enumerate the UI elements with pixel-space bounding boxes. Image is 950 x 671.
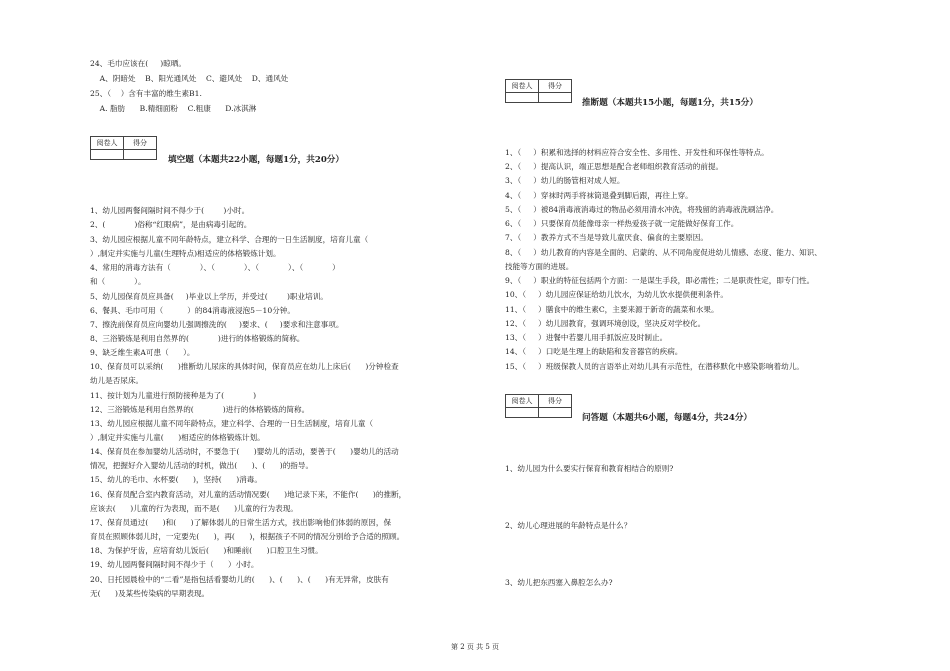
fill-item: 3、幼儿园应根据儿童不同年龄特点，建立科学、合理的一日生活制度，培育儿童（ [90, 235, 369, 244]
fill-item: 和（ ）。 [90, 277, 146, 286]
judgment-item: 15、（ ）班级保教人员的言语举止对幼儿具有示范性，在潜移默化中感染影响着幼儿。 [505, 362, 804, 371]
qa-question: 3、幼儿把东西塞入鼻腔怎么办? [505, 578, 613, 587]
score-box-judgment [505, 79, 572, 93]
judgment-item: 11、（ ）膳食中的维生素C，主要来源于新奇的蔬菜和水果。 [505, 305, 719, 314]
fill-item: 9、缺乏维生素A可患（ ）。 [90, 348, 195, 357]
fill-item: ）,制定并实施与儿童(生理特点)相适应的体格锻炼计划。 [90, 249, 281, 258]
fill-item: 10、保育员可以采纳( )推断幼儿尿床的具体时间，保育员应在幼儿上床后( )分钟检查 [90, 362, 399, 371]
score-box-qa [505, 394, 572, 408]
section-title-judgment: 推断题（本题共15小题，每题1分，共15分） [582, 98, 758, 108]
fill-item: 4、常用的消毒方法有（ ）、（ ）、（ ）、（ ） [90, 263, 340, 272]
score-box-fill-blank-row [90, 149, 157, 160]
judgment-item: 4、（ ）穿袜时两手将袜筒退叠到脚后跟，再往上穿。 [505, 191, 693, 200]
fill-item: 16、保育员配合室内教育活动，对儿童的活动情况要( )地记录下来，不能作( )的推断， [90, 490, 407, 499]
section-title-fill-blank: 填空题（本题共22小题，每题1分，共20分） [168, 155, 344, 165]
judgment-item: 2、（ ）提高认识，端正思想是配合老师组织教育活动的前提。 [505, 162, 724, 171]
judgment-item: 7、（ ）教养方式不当是导致儿童厌食、偏食的主要原因。 [505, 233, 708, 242]
score-box-qa-blank-row [505, 407, 572, 418]
score-label: 得分 [538, 395, 571, 407]
section-title-qa: 问答题（本题共6小题，每题4分，共24分） [582, 413, 753, 423]
fill-item: 育员在照顾体弱儿时，一定要先( )，再( )，根据孩子不同的情况分别给予合适的照顾。 [90, 532, 405, 541]
fill-item: 无( )及某些传染病的早期表现。 [90, 589, 210, 598]
score-box-judgment-blank-row [505, 92, 572, 103]
fill-item: 20、日托园晨检中的“二看”是指包括看婴幼儿的( )、( )、( )有无异常，皮肤有 [90, 575, 389, 584]
fill-item: ）,制定并实施与儿童( )相适应的体格锻炼计划。 [90, 433, 265, 442]
qa-question: 2、幼儿心理进展的年龄特点是什么？ [505, 521, 632, 530]
judgment-item: 6、（ ）只要保育员能像母亲一样热爱孩子就一定能做好保育工作。 [505, 219, 739, 228]
fill-item: 5、幼儿园保育员应具备( )毕业以上学历，并受过( )职业培训。 [90, 292, 328, 301]
fill-item: 2、( )俗称“红眼病”，是由病毒引起的。 [90, 220, 252, 229]
judgment-item: 5、（ ）被84消毒液消毒过的物品必须用清水冲洗，将残留的消毒液洗刷洁净。 [505, 205, 779, 214]
mc-options-25: A. 脂肪 B.精细面粉 C.粗康 D.冰淇淋 [90, 104, 257, 113]
judgment-item: 1、（ ）积累和选择的材料应符合安全性、多用性、开发性和环保性等特点。 [505, 148, 769, 157]
fill-item: 6、餐具、毛巾可用（ ）的84消毒液浸泡5－10分钟。 [90, 306, 295, 315]
judgment-item: 12、（ ）幼儿园教育，强调环境创设，坚决反对学校化。 [505, 319, 706, 328]
score-label: 得分 [538, 80, 571, 92]
grader-label: 阅卷人 [96, 139, 118, 147]
fill-item: 情况，把握好介入婴幼儿活动的时机，做出( )、( )的指导。 [90, 461, 314, 470]
mc-question-24: 24、毛巾应该在( )晾晒。 [90, 59, 186, 68]
fill-item: 应该去( )儿童的行为表现，而不是( )儿童的行为表现。 [90, 504, 298, 513]
judgment-item: 3、（ ）幼儿的肠管相对成人短。 [505, 176, 625, 185]
score-box-fill [90, 136, 157, 150]
fill-item: 8、三浴锻炼是利用自然界的( )进行的体格锻炼的简称。 [90, 334, 305, 343]
fill-item: 12、三浴锻炼是利用自然界的( )进行的体格锻炼的简称。 [90, 405, 310, 414]
grader-label: 阅卷人 [511, 82, 533, 90]
judgment-item: 技能等方面的进展。 [505, 262, 574, 271]
judgment-item: 9、（ ）职业的特征包括两个方面：一是谋生手段，即必需性；二是职责性定，即专门性。 [505, 276, 815, 285]
page-footer: 第 2 页 共 5 页 [450, 643, 500, 651]
mc-question-25: 25、（ ）含有丰富的维生素B1. [90, 89, 202, 98]
judgment-item: 10、（ ）幼儿园应保证给幼儿饮水，为幼儿饮水提供便利条件。 [505, 290, 728, 299]
qa-question: 1、幼儿园为什么要实行保育和教育相结合的原则? [505, 464, 674, 473]
judgment-item: 14、（ ）口吃是生理上的缺陷和发音器官的疾病。 [505, 347, 683, 356]
grader-label: 阅卷人 [511, 397, 533, 405]
judgment-item: 8、（ ）幼儿教育的内容是全面的、启蒙的、从不同角度促进幼儿情感、态度、能力、知识、 [505, 248, 822, 257]
fill-item: 15、幼儿的毛巾、水杯要( )，坚持( )消毒。 [90, 475, 262, 484]
fill-item: 14、保育员在参加婴幼儿活动时，不要急于( )婴幼儿的活动，要善于( )婴幼儿的活动 [90, 447, 399, 456]
fill-item: 17、保育员通过( )和( )了解体弱儿的日常生活方式，找出影响他们体弱的原因，保 [90, 518, 392, 527]
fill-item: 18、为保护牙齿，应培育幼儿饭后( )和睡前( )口腔卫生习惯。 [90, 546, 323, 555]
fill-item: 7、擦洗前保育员应向婴幼儿强调擦洗的( )要求、( )要求和注意事项。 [90, 320, 344, 329]
fill-item: 11、按计划为儿童进行预防接种是为了( ) [90, 391, 257, 400]
score-label: 得分 [123, 137, 156, 149]
judgment-item: 13、（ ）进餐中若婴儿用手抓饭应及时制止。 [505, 333, 668, 342]
mc-options-24: A、阴暗处 B、阳光通风处 C、避风处 D、通风处 [90, 74, 289, 83]
fill-item: 1、幼儿园两餐间隔时间不得少于( )小时。 [90, 206, 250, 215]
fill-item: 13、幼儿园应根据儿童不同年龄特点，建立科学、合理的一日生活制度，培育儿童（ [90, 419, 374, 428]
fill-item: 19、幼儿园两餐间隔时间不得少于（ ）小时。 [90, 560, 259, 569]
fill-item: 幼儿是否尿床。 [90, 376, 144, 385]
